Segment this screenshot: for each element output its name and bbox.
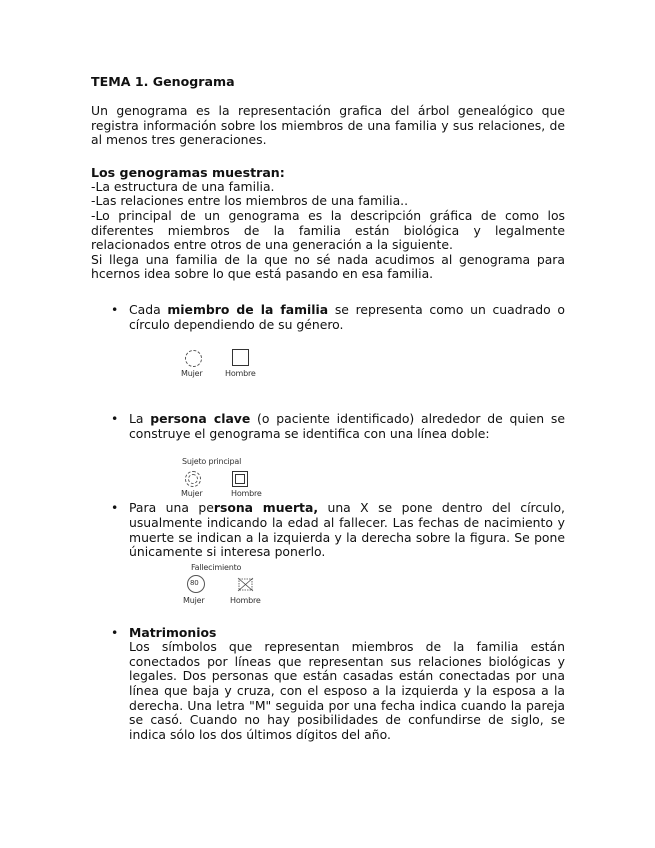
fig2-mujer-label: Mujer <box>181 489 203 499</box>
b2-pre: La <box>129 411 151 427</box>
b4-text: Los símbolos que representan miembros de la familia están conectados por líneas que representan sus relaciones biológicas y legales. Dos personas que están casadas están conectadas por una línea que baja y cruza, con el esposo a la izquierda y la esposa a la derecha. Una letra "M" seguida por una fecha indica cuando la pareja se casó. Cuando no hay posibilidades de confundirse de siglo, se indica sólo los dos últimos dígitos del año. <box>129 639 565 742</box>
muestran-line-3: -Lo principal de un genograma es la descripción gráfica de como los diferentes miembros de la familia están biológica y legalmente relacionados entre otros de una generación a la siguiente. <box>91 207 565 253</box>
fig3-hombre-label: Hombre <box>230 595 261 605</box>
fig3-mujer-label: Mujer <box>183 595 205 605</box>
fig3-caption: Fallecimiento <box>191 562 242 572</box>
b4-heading: Matrimonios <box>129 624 217 640</box>
bullet-matrimonios <box>91 626 565 743</box>
fig2-hombre-label: Hombre <box>231 489 262 499</box>
b1-bold: miembro de la familia <box>167 301 329 317</box>
male-square-icon <box>232 349 249 366</box>
b3-post: una X se pone dentro del círculo, usualmente indicando la edad al fallecer. Las fechas de nacimiento y muerte se indican a la izquierda y la derecha sobre la figura. Se pone únicamente si interesa ponerlo. <box>129 500 566 560</box>
bullet-dot-icon: • <box>111 301 119 317</box>
figure-deceased <box>185 560 565 626</box>
b2-post: (o paciente identificado) alrededor de quien se construye el genograma se identifica con una línea doble: <box>129 411 566 441</box>
b1-post: se representa como un cuadrado o círculo dependiendo de su género. <box>129 301 565 332</box>
muestran-line-1: -La estructura de una familia. <box>91 178 275 194</box>
fig3-age-label: 80 <box>190 578 199 587</box>
document-page <box>91 74 565 742</box>
fig1-hombre-label: Hombre <box>225 369 256 379</box>
muestran-line-4: Si llega una familia de la que no sé nada acudimos al genograma para hcernos idea sobre lo que está pasando en esa familia. <box>91 251 565 282</box>
muestran-line-2: -Las relaciones entre los miembros de una familia.. <box>91 193 409 209</box>
bullet-list <box>91 303 565 332</box>
bullet-miembro <box>91 303 565 332</box>
male-inner-square-icon <box>235 474 245 484</box>
female-circle-icon <box>185 350 202 367</box>
b2-bold: persona clave <box>150 411 251 427</box>
bullet-dot-icon: • <box>111 624 119 640</box>
fig2-caption: Sujeto principal <box>182 457 242 467</box>
b1-pre: Cada <box>129 301 168 317</box>
bullet-dot-icon: • <box>111 411 119 427</box>
fig1-mujer-label: Mujer <box>181 369 203 379</box>
figure-member-symbols <box>181 332 565 412</box>
muestran-heading: Los genogramas muestran: <box>91 164 285 180</box>
bullet-persona-clave <box>91 412 565 441</box>
b3-pre: Para una pe <box>129 500 214 516</box>
bullet-dot-icon: • <box>111 500 119 516</box>
deceased-male-x-icon <box>237 576 255 592</box>
doc-title: TEMA 1. Genograma <box>91 74 235 89</box>
intro-paragraph: Un genograma es la representación grafica del árbol genealógico que registra información sobre los miembros de una familia y sus relaciones, de al menos tres generaciones. <box>91 103 565 148</box>
b3-bold: rsona muerta, <box>213 500 319 516</box>
figure-key-person <box>181 441 565 501</box>
bullet-persona-muerta <box>91 501 565 559</box>
